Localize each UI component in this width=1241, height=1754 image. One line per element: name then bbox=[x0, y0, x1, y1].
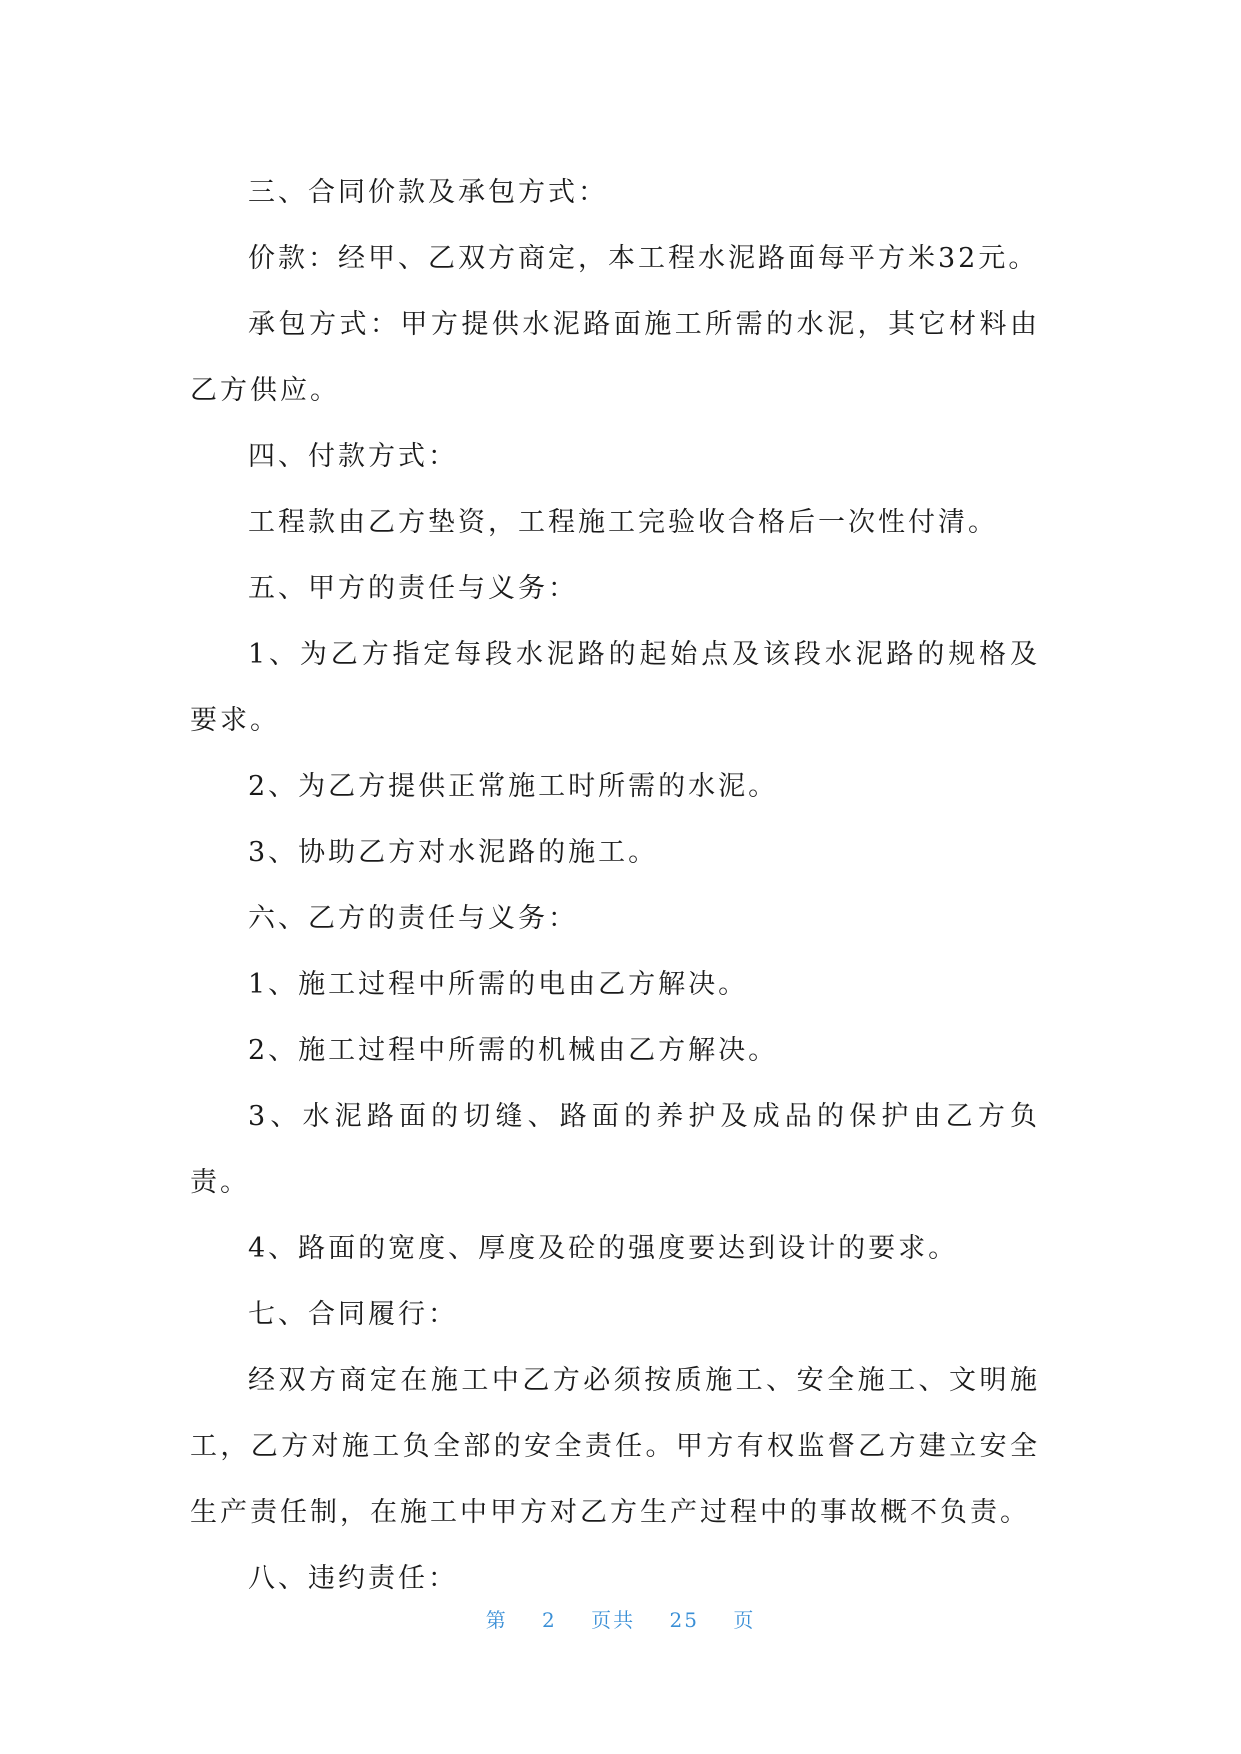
current-page-number: 2 bbox=[542, 1608, 557, 1632]
price-paragraph: 价款：经甲、乙双方商定，本工程水泥路面每平方米32元。 bbox=[248, 243, 1039, 274]
party-b-duty-4: 4、路面的宽度、厚度及砼的强度要达到设计的要求。 bbox=[248, 1233, 959, 1264]
page-footer bbox=[0, 1604, 1241, 1633]
document-body bbox=[190, 160, 1040, 1612]
section-heading-5: 五、甲方的责任与义务： bbox=[248, 573, 578, 604]
party-a-duty-3: 3、协助乙方对水泥路的施工。 bbox=[248, 837, 659, 868]
section-heading-8: 八、违约责任： bbox=[248, 1563, 458, 1594]
section-heading-4: 四、付款方式： bbox=[248, 441, 458, 472]
party-b-duty-3: 3、水泥路面的切缝、路面的养护及成品的保护由乙方负责。 bbox=[190, 1101, 1040, 1198]
footer-suffix: 页 bbox=[733, 1608, 756, 1632]
contract-performance-paragraph: 经双方商定在施工中乙方必须按质施工、安全施工、文明施工，乙方对施工负全部的安全责任。甲方有权监督乙方建立安全生产责任制，在施工中甲方对乙方生产过程中的事故概不负责。 bbox=[190, 1365, 1040, 1528]
footer-prefix: 第 bbox=[485, 1608, 508, 1632]
section-heading-6: 六、乙方的责任与义务： bbox=[248, 903, 578, 934]
section-heading-7: 七、合同履行： bbox=[248, 1299, 458, 1330]
footer-middle: 页共 bbox=[591, 1608, 636, 1632]
payment-paragraph: 工程款由乙方垫资，工程施工完验收合格后一次性付清。 bbox=[248, 507, 998, 538]
party-b-duty-1: 1、施工过程中所需的电由乙方解决。 bbox=[248, 969, 749, 1000]
total-pages-number: 25 bbox=[669, 1608, 699, 1632]
party-a-duty-2: 2、为乙方提供正常施工时所需的水泥。 bbox=[248, 771, 779, 802]
party-b-duty-2: 2、施工过程中所需的机械由乙方解决。 bbox=[248, 1035, 779, 1066]
section-heading-3: 三、合同价款及承包方式： bbox=[248, 177, 608, 208]
party-a-duty-1: 1、为乙方指定每段水泥路的起始点及该段水泥路的规格及要求。 bbox=[190, 639, 1040, 736]
contract-method-paragraph: 承包方式：甲方提供水泥路面施工所需的水泥，其它材料由乙方供应。 bbox=[190, 309, 1040, 406]
